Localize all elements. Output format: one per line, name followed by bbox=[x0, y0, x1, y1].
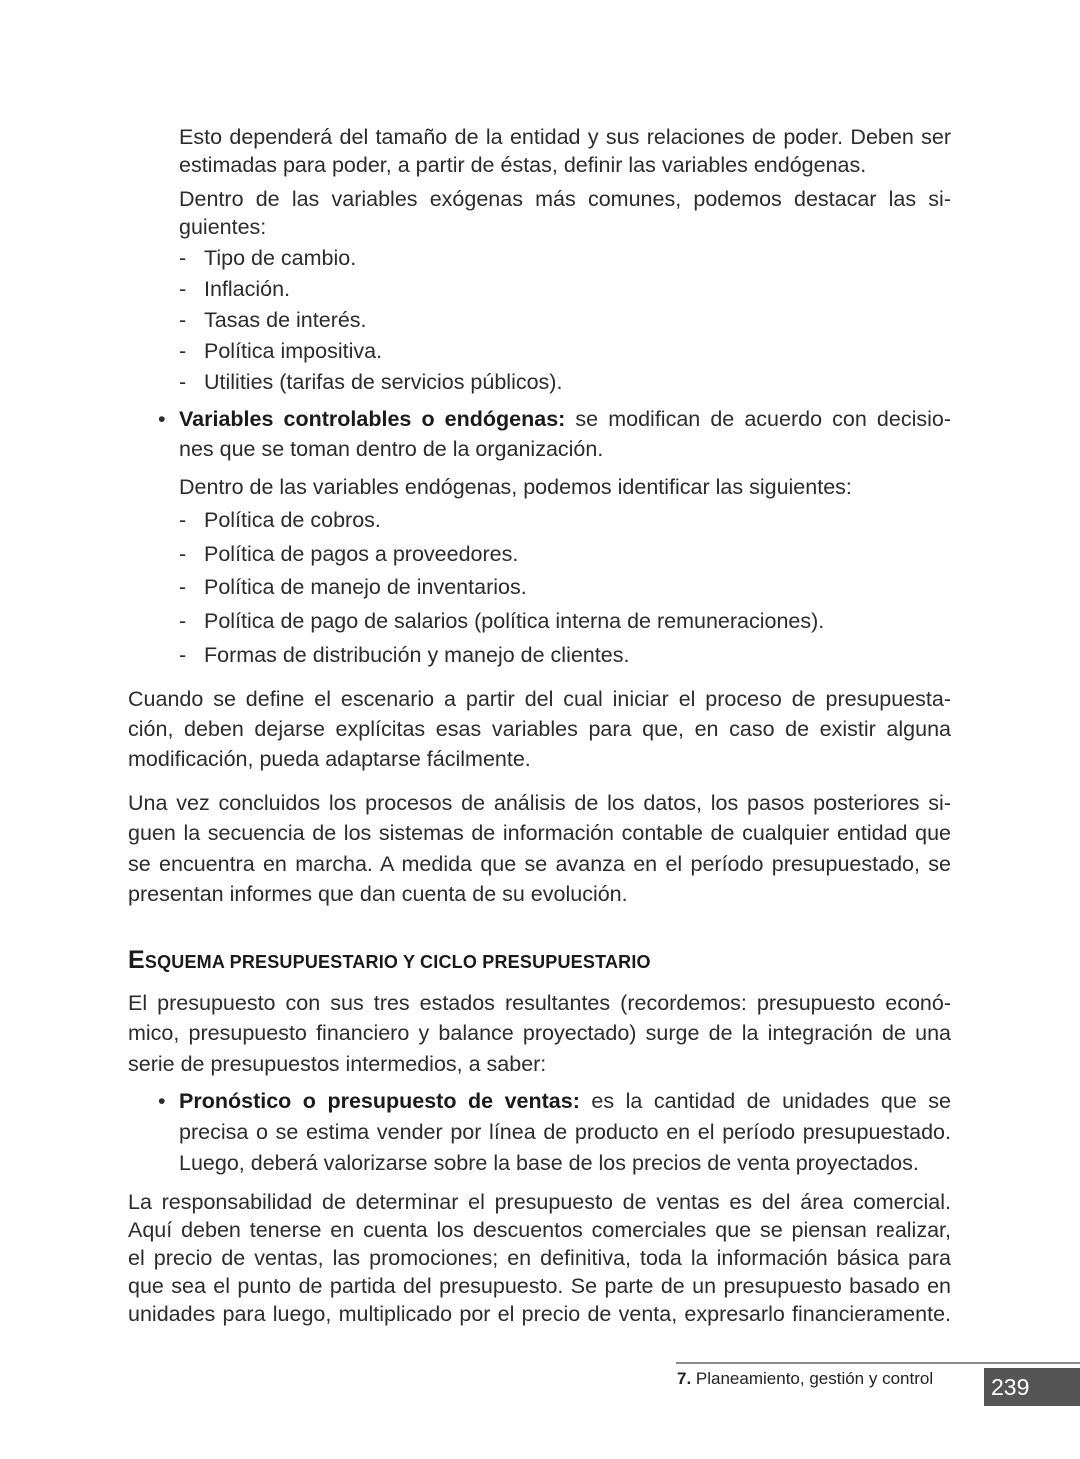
list-dash: - bbox=[179, 542, 187, 566]
paragraph-line: Cuando se define el escenario a partir del cual iniciar el proceso de presupuesta- bbox=[128, 687, 951, 711]
list-dash: - bbox=[179, 370, 187, 394]
paragraph-line: Aquí deben tenerse en cuenta los descuentos comerciales que se piensan realizar, bbox=[128, 1218, 951, 1242]
paragraph-line: mico, presupuesto financiero y balance proyectado) surge de la integración de una bbox=[128, 1021, 951, 1045]
list-item: Política impositiva. bbox=[204, 339, 383, 363]
paragraph-line: el precio de ventas, las promociones; en definitiva, toda la información básica para bbox=[128, 1246, 951, 1270]
bullet-line bbox=[179, 1087, 951, 1115]
list-dash: - bbox=[179, 246, 187, 270]
list-dash: - bbox=[179, 643, 187, 667]
section-heading bbox=[128, 946, 651, 975]
paragraph-line: serie de presupuestos intermedios, a saber: bbox=[128, 1052, 547, 1076]
list-dash: - bbox=[179, 339, 187, 363]
paragraph-line: La responsabilidad de determinar el presupuesto de ventas es del área comercial. bbox=[128, 1190, 951, 1214]
paragraph-line: que sea el punto de partida del presupuesto. Se parte de un presupuesto basado en bbox=[128, 1274, 951, 1298]
paragraph-line: Una vez concluidos los procesos de análisis de los datos, los pasos posteriores si- bbox=[128, 791, 951, 815]
bullet-line bbox=[179, 405, 951, 433]
list-dash: - bbox=[179, 575, 187, 599]
list-item: Política de cobros. bbox=[204, 508, 381, 532]
footer-chapter bbox=[677, 1369, 933, 1389]
bullet-term: Variables controlables o endógenas: bbox=[179, 407, 566, 431]
paragraph-line: Dentro de las variables endógenas, podemos identificar las siguientes: bbox=[179, 475, 852, 499]
bullet-line: nes que se toman dentro de la organización. bbox=[179, 437, 604, 461]
footer-divider bbox=[676, 1362, 1080, 1364]
list-item: Política de manejo de inventarios. bbox=[204, 575, 527, 599]
paragraph-line: modificación, pueda adaptarse fácilmente. bbox=[128, 747, 531, 771]
paragraph-line: El presupuesto con sus tres estados resultantes (recordemos: presupuesto econó- bbox=[128, 991, 951, 1015]
paragraph-line: Esto dependerá del tamaño de la entidad y sus relaciones de poder. Deben ser bbox=[179, 125, 951, 149]
chapter-number: 7. bbox=[677, 1369, 692, 1388]
paragraph-line: guientes: bbox=[179, 215, 267, 239]
list-item: Inflación. bbox=[204, 277, 291, 301]
list-dash: - bbox=[179, 508, 187, 532]
paragraph-line: estimadas para poder, a partir de éstas, definir las variables endógenas. bbox=[179, 153, 867, 177]
heading-rest: SQUEMA PRESUPUESTARIO Y CICLO PRESUPUESTARIO bbox=[144, 952, 651, 972]
list-item: Política de pagos a proveedores. bbox=[204, 542, 519, 566]
paragraph-line: Dentro de las variables exógenas más comunes, podemos destacar las si- bbox=[179, 187, 951, 211]
bullet-term: Pronóstico o presupuesto de ventas: bbox=[179, 1089, 580, 1113]
bullet-icon: • bbox=[158, 407, 166, 431]
bullet-line: precisa o se estima vender por línea de producto en el período presupuestado. bbox=[179, 1120, 951, 1144]
list-item: Tasas de interés. bbox=[204, 308, 367, 332]
list-item: Utilities (tarifas de servicios públicos). bbox=[204, 370, 563, 394]
list-dash: - bbox=[179, 277, 187, 301]
list-dash: - bbox=[179, 609, 187, 633]
bullet-text: se modifican de acuerdo con decisio- bbox=[565, 407, 951, 431]
paragraph-line: se encuentra en marcha. A medida que se avanza en el período presupuestado, se bbox=[128, 852, 951, 876]
list-item: Formas de distribución y manejo de clientes. bbox=[204, 643, 630, 667]
chapter-title: Planeamiento, gestión y control bbox=[691, 1369, 934, 1388]
list-item: Política de pago de salarios (política interna de remuneraciones). bbox=[204, 609, 825, 633]
page-number: 239 bbox=[984, 1368, 1080, 1406]
paragraph-line: presentan informes que dan cuenta de su evolución. bbox=[128, 882, 628, 906]
paragraph-line: guen la secuencia de los sistemas de información contable de cualquier entidad que bbox=[128, 821, 951, 845]
list-dash: - bbox=[179, 308, 187, 332]
bullet-text: es la cantidad de unidades que se bbox=[579, 1089, 951, 1113]
bullet-line: Luego, deberá valorizarse sobre la base de los precios de venta proyectados. bbox=[179, 1151, 919, 1175]
list-item: Tipo de cambio. bbox=[204, 246, 357, 270]
bullet-icon: • bbox=[158, 1089, 166, 1113]
paragraph-line: unidades para luego, multiplicado por el precio de venta, expresarlo financieramente. bbox=[128, 1302, 951, 1326]
paragraph-line: ción, deben dejarse explícitas esas variables para que, en caso de existir alguna bbox=[128, 717, 951, 741]
heading-initial: E bbox=[128, 946, 145, 974]
